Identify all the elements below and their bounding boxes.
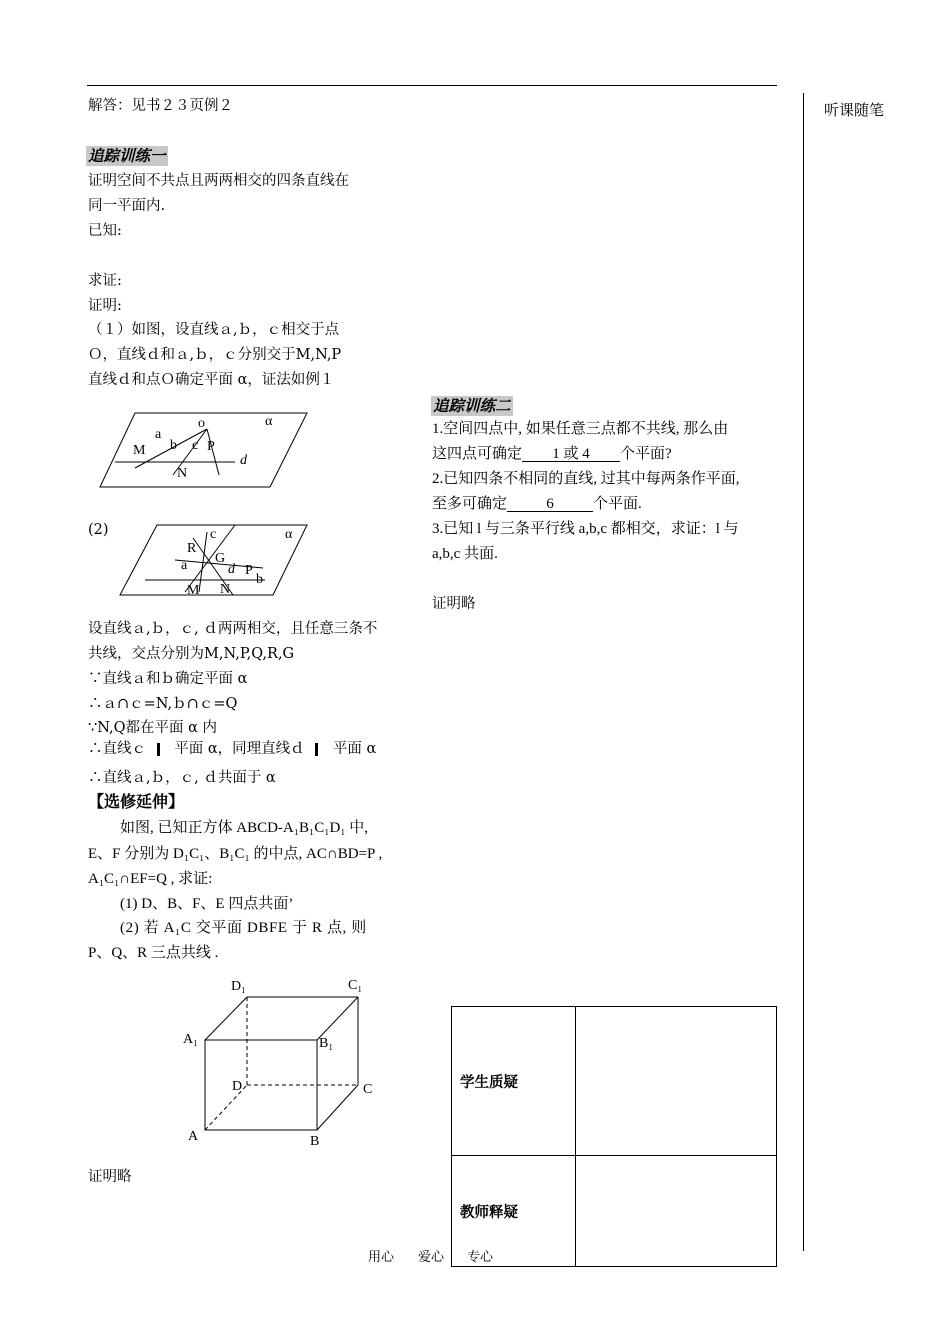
t1-prove: 求证: <box>88 273 122 289</box>
cube-label-C1: C₁ <box>348 978 363 993</box>
t2-q2-line2 <box>432 495 642 513</box>
fig1-b: b <box>170 438 177 453</box>
t1-case1-line2: Ｏ，直线ｄ和ａ,ｂ，ｃ分别交于M,N,P <box>88 347 342 363</box>
cube-label-A: A <box>188 1129 199 1144</box>
cube-edge-B1C1 <box>317 997 358 1040</box>
t1-proof: 证明: <box>88 298 122 314</box>
t2-q1-line1: 1.空间四点中, 如果任意三点都不共线, 那么由 <box>432 421 729 437</box>
t2-q1-pre: 这四点可确定 <box>432 446 523 462</box>
fig2-G: G <box>215 551 226 566</box>
elective-line2: E、F 分别为 D₁C₁、B₁C₁ 的中点, AC∩BD=P , <box>88 846 383 862</box>
footer-word-2: 爱心 <box>418 1250 445 1265</box>
fig2-d: d <box>228 562 235 577</box>
cube-label-B1: B₁ <box>319 1036 334 1051</box>
t1-case1-line3: 直线ｄ和点Ｏ确定平面 α，证法如例１ <box>88 372 335 388</box>
fig1-o: o <box>198 416 205 431</box>
training2-heading: 追踪训练二 <box>433 397 511 415</box>
fig2-P: P <box>245 563 253 578</box>
fig1-a: a <box>155 427 162 442</box>
footer-word-1: 用心 <box>368 1250 395 1265</box>
subset-symbol-1 <box>157 743 160 756</box>
elective-line6: P、Q、R 三点共线 . <box>88 945 219 961</box>
fig1-alpha: α <box>265 414 273 429</box>
t1-proof-line4: ∴ａ∩ｃ=N,ｂ∩ｃ=Q <box>88 696 238 712</box>
training1-heading: 追踪训练一 <box>88 147 166 165</box>
cube-edge-BC <box>317 1085 358 1130</box>
t1-proof-line6-mid: 平面 α，同理直线ｄ <box>174 741 305 757</box>
elective-heading: 【选修延伸】 <box>88 792 185 811</box>
qa-row-teacher <box>452 1156 777 1267</box>
fig1-P: P <box>207 439 215 454</box>
elective-proof-omitted: 证明略 <box>88 1169 132 1185</box>
cube-label-D1: D₁ <box>231 979 246 994</box>
t2-q1-answer: 1 或 4 <box>522 447 620 462</box>
elective-line1: 如图, 已知正方体 ABCD-A₁B₁C₁D₁ 中, <box>120 820 369 836</box>
fig2-alpha: α <box>285 527 293 542</box>
t2-q3-line1: 3.已知 l 与三条平行线 a,b,c 都相交，求证：l 与 <box>432 521 739 537</box>
t1-proof-line6-start: ∴直线ｃ <box>88 741 146 757</box>
qa-table <box>451 1006 777 1267</box>
fig2-a: a <box>181 558 188 573</box>
figure-2-plane <box>115 520 315 600</box>
t1-proof-line2: 共线，交点分别为M,N,P,Q,R,G <box>88 646 295 662</box>
t2-q2-pre: 至多可确定 <box>432 496 508 512</box>
qa-cell-teacher[interactable] <box>576 1156 777 1267</box>
fig1-N: N <box>177 466 188 481</box>
t2-q1-line2 <box>432 445 672 463</box>
t1-problem-line2: 同一平面内. <box>88 198 166 214</box>
cube-edge-A1D1 <box>205 997 247 1040</box>
margin-rule <box>803 93 804 1251</box>
fig2-R: R <box>187 541 197 556</box>
t1-proof-line1: 设直线ａ,ｂ，ｃ, ｄ两两相交，且任意三条不 <box>88 621 378 637</box>
cube-label-D: D <box>232 1079 243 1094</box>
elective-line5: (2) 若 A₁C 交平面 DBFE 于 R 点, 则 <box>120 920 367 936</box>
t2-q1-post: 个平面? <box>620 446 672 462</box>
t1-proof-line6-end: 平面 α <box>332 741 377 757</box>
t1-problem-line1: 证明空间不共点且两两相交的四条直线在 <box>88 173 349 189</box>
figure-1-plane <box>95 405 315 490</box>
elective-line4: (1) D、B、F、E 四点共面’ <box>120 896 294 912</box>
cube-label-B: B <box>310 1134 320 1149</box>
fig2-c: c <box>210 527 217 542</box>
cube-label-C: C <box>363 1082 373 1097</box>
fig2-M: M <box>187 583 200 598</box>
answer-line: 解答：见书２３页例２ <box>88 98 233 114</box>
fig1-c: c <box>192 438 199 453</box>
t1-case1-line1: （１）如图，设直线ａ,ｂ，ｃ相交于点 <box>88 322 340 338</box>
t2-q2-post: 个平面. <box>593 496 642 512</box>
t2-q2-line1: 2.已知四条不相同的直线, 过其中每两条作平面, <box>432 471 740 487</box>
t1-proof-line6 <box>88 740 376 758</box>
t1-case2-label: (2) <box>88 522 109 538</box>
t2-q2-answer: 6 <box>507 497 593 512</box>
t2-q3-line2: a,b,c 共面. <box>432 546 498 562</box>
fig2-b: b <box>256 572 263 587</box>
t1-proof-line7: ∴直线ａ,ｂ，ｃ, ｄ共面于 α <box>88 770 276 786</box>
qa-label-teacher: 教师释疑 <box>452 1156 576 1267</box>
qa-label-student: 学生质疑 <box>452 1007 576 1156</box>
header-rule <box>87 85 777 86</box>
fig1-M: M <box>133 443 146 458</box>
fig2-N: N <box>220 582 231 597</box>
elective-line3: A₁C₁∩EF=Q , 求证: <box>88 871 213 887</box>
subset-symbol-2 <box>315 743 318 756</box>
cube-figure <box>175 970 395 1150</box>
cube-label-A1: A₁ <box>183 1032 198 1047</box>
t2-proof-omitted: 证明略 <box>432 596 476 612</box>
t1-proof-line3: ∵直线ａ和ｂ确定平面 α <box>88 671 248 687</box>
t1-proof-line5: ∵N,Q都在平面 α 内 <box>88 720 217 736</box>
qa-row-student <box>452 1007 777 1156</box>
footer-word-3: 专心 <box>467 1250 494 1265</box>
qa-cell-student[interactable] <box>576 1007 777 1156</box>
side-note: 听课随笔 <box>824 101 885 119</box>
t1-given: 已知: <box>88 223 122 239</box>
fig1-d: d <box>240 453 247 468</box>
